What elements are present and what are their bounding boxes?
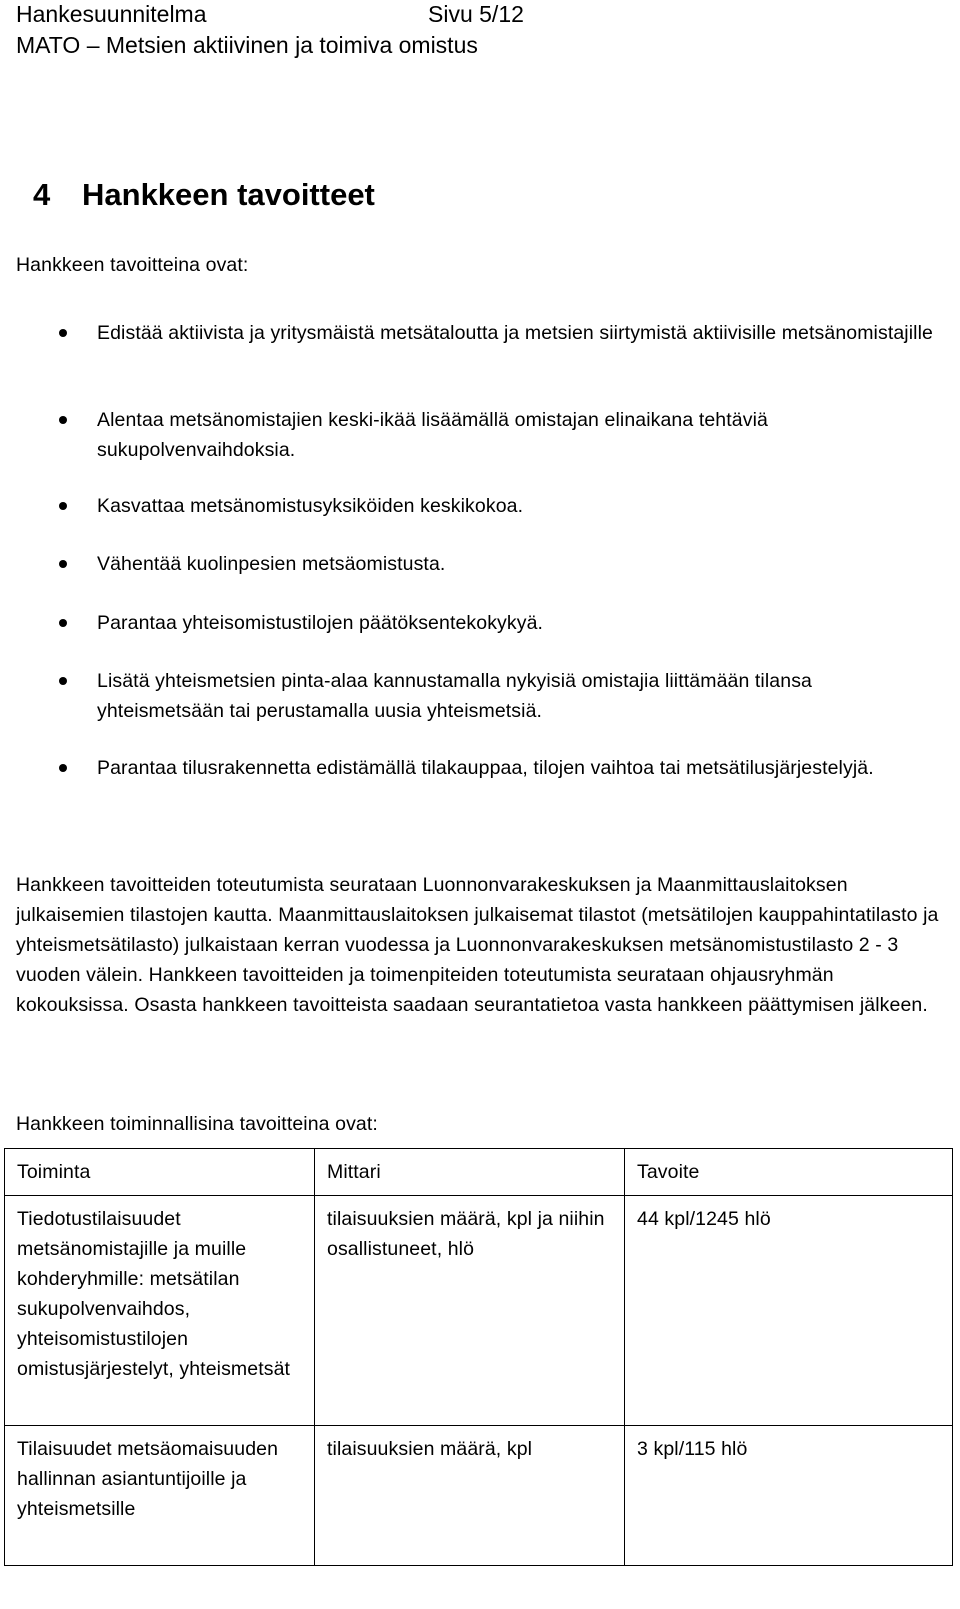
table-cell: 44 kpl/1245 hlö bbox=[625, 1196, 953, 1426]
table-cell: Tilaisuudet metsäomaisuuden hallinnan asiantuntijoille ja yhteismetsille bbox=[5, 1426, 315, 1566]
goal-text: Alentaa metsänomistajien keski-ikää lisäämällä omistajan elinaikana tehtäviä sukupolvenvaihdoksia. bbox=[97, 409, 768, 461]
table-header-row bbox=[5, 1149, 953, 1196]
table-cell: tilaisuuksien määrä, kpl ja niihin osallistuneet, hlö bbox=[315, 1196, 625, 1426]
bullet-icon bbox=[59, 329, 67, 337]
operational-goals-intro: Hankkeen toiminnallisina tavoitteina ovat: bbox=[16, 1113, 378, 1135]
section-title: Hankkeen tavoitteet bbox=[82, 177, 375, 212]
goal-text: Edistää aktiivista ja yritysmäistä metsätaloutta ja metsien siirtymistä aktiivisille metsänomistajille bbox=[97, 322, 933, 344]
bullet-icon bbox=[59, 619, 67, 627]
section-heading bbox=[33, 176, 375, 214]
table-cell: tilaisuuksien määrä, kpl bbox=[315, 1426, 625, 1566]
bullet-icon bbox=[59, 416, 67, 424]
targets-table bbox=[4, 1148, 953, 1566]
header-subtitle: MATO – Metsien aktiivinen ja toimiva omistus bbox=[16, 32, 478, 58]
table-cell: Tiedotustilaisuudet metsänomistajille ja muille kohderyhmille: metsätilan sukupolvenvaihdos, yhteisomistustilojen omistusjärjestelyt, yhteismetsät bbox=[5, 1196, 315, 1426]
goal-text: Parantaa yhteisomistustilojen päätöksentekokykyä. bbox=[97, 612, 544, 634]
goal-text: Kasvattaa metsänomistusyksiköiden keskikokoa. bbox=[97, 495, 524, 517]
goal-text: Vähentää kuolinpesien metsäomistusta. bbox=[97, 553, 446, 575]
goals-intro: Hankkeen tavoitteina ovat: bbox=[16, 254, 249, 276]
section-number: 4 bbox=[33, 177, 51, 212]
bullet-icon bbox=[59, 502, 67, 510]
column-header-tavoite: Tavoite bbox=[625, 1149, 953, 1196]
table-cell: 3 kpl/115 hlö bbox=[625, 1426, 953, 1566]
table-row bbox=[5, 1196, 953, 1426]
column-header-toiminta: Toiminta bbox=[5, 1149, 315, 1196]
goal-text: Lisätä yhteismetsien pinta-alaa kannustamalla nykyisiä omistajia liittämään tilansa yhteismetsään tai perustamalla uusia yhteismetsiä. bbox=[97, 670, 812, 722]
bullet-icon bbox=[59, 764, 67, 772]
goal-text: Parantaa tilusrakennetta edistämällä tilakauppaa, tilojen vaihtoa tai metsätilusjärjestelyjä. bbox=[97, 757, 874, 779]
bullet-icon bbox=[59, 677, 67, 685]
table-row bbox=[5, 1426, 953, 1566]
header-title: Hankesuunnitelma bbox=[16, 1, 207, 27]
column-header-mittari: Mittari bbox=[315, 1149, 625, 1196]
bullet-icon bbox=[59, 560, 67, 568]
monitoring-paragraph: Hankkeen tavoitteiden toteutumista seurataan Luonnonvarakeskuksen ja Maanmittauslaitoksen julkaisemien tilastojen kautta. Maanmittauslaitoksen julkaisemat tilastot (metsätilojen kauppahintatilasto ja yhteismetsätilasto) julkaistaan kerran vuodessa ja Luonnonvarakeskuksen metsänomistustilasto 2 - 3 vuoden välein. Hankkeen tavoitteiden ja toimenpiteiden toteutumista seurataan ohjausryhmän kokouksissa. Osasta hankkeen tavoitteista saadaan seurantatietoa vasta hankkeen päättymisen jälkeen. bbox=[16, 874, 939, 1016]
header-page-number: Sivu 5/12 bbox=[428, 1, 524, 27]
